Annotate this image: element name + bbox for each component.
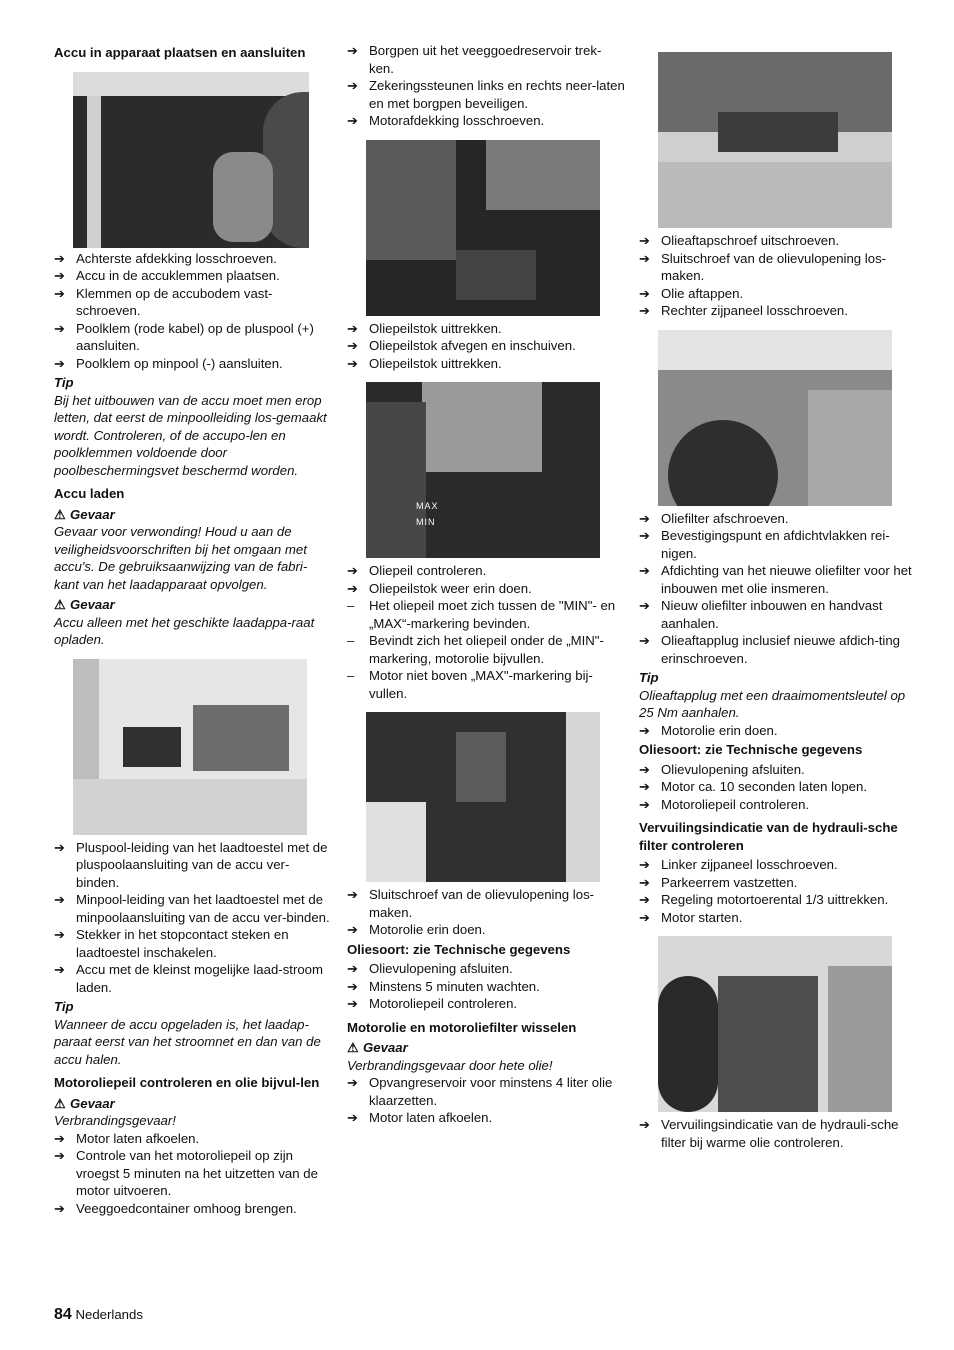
- step-text: Minstens 5 minuten wachten.: [369, 978, 540, 994]
- step-text: Sluitschroef van de olievulopening los-maken.: [369, 887, 595, 920]
- arrow-right-icon: ➔: [347, 887, 359, 902]
- step-item: [347, 995, 625, 1013]
- step-item: [54, 250, 332, 268]
- step-list: [347, 886, 625, 939]
- step-item: [639, 856, 915, 874]
- step-text: Motor laten afkoelen.: [369, 1110, 493, 1125]
- arrow-right-icon: ➔: [347, 922, 359, 937]
- step-text: Klemmen op de accubodem vast-schroeven.: [76, 285, 273, 318]
- tip-label: Tip: [54, 375, 74, 390]
- danger-text: Verbrandingsgevaar door hete olie!: [347, 1057, 553, 1073]
- step-text: Pluspool-leiding van het laadtoestel met de pluspoolaansluiting van de accu ver-binden.: [76, 839, 328, 890]
- step-item: [639, 796, 915, 814]
- photo-oil-filter: [658, 330, 892, 506]
- arrow-right-icon: ➔: [54, 1130, 66, 1146]
- arrow-right-icon: ➔: [54, 1148, 66, 1163]
- step-item: [639, 302, 915, 320]
- step-list: [347, 320, 625, 373]
- tip-text: Wanneer de accu opgeladen is, het laadap-paraat eerst van het stroomnet en dan van de accu halen.: [54, 1016, 321, 1067]
- step-text: Opvangreservoir voor minstens 4 liter olie klaarzetten.: [369, 1075, 613, 1108]
- arrow-right-icon: ➔: [639, 722, 651, 738]
- step-item: [54, 961, 332, 996]
- arrow-right-icon: ➔: [639, 857, 651, 872]
- step-item: [54, 1130, 332, 1148]
- arrow-right-icon: ➔: [54, 355, 66, 371]
- step-text: Accu in de accuklemmen plaatsen.: [76, 268, 280, 283]
- step-text: Olievulopening afsluiten.: [661, 761, 805, 777]
- note-text: Motor niet boven „MAX"-markering bij-vullen.: [369, 668, 593, 701]
- page-number: 84: [54, 1306, 72, 1323]
- step-text: Motor laten afkoelen.: [76, 1130, 200, 1146]
- arrow-right-icon: ➔: [54, 962, 66, 977]
- arrow-right-icon: ➔: [639, 874, 651, 890]
- step-text: Oliepeilstok uittrekken.: [369, 355, 502, 371]
- step-item: [54, 1147, 332, 1200]
- arrow-right-icon: ➔: [347, 355, 359, 371]
- step-item: [54, 926, 332, 961]
- step-text: Afdichting van het nieuwe oliefilter voor het inbouwen met olie insmeren.: [661, 563, 912, 596]
- step-item: [347, 960, 625, 978]
- arrow-right-icon: ➔: [54, 892, 66, 907]
- step-text: Zekeringssteunen links en rechts neer-laten en met borgpen beveiligen.: [369, 78, 625, 111]
- step-item: [639, 891, 915, 909]
- step-text: Borgpen uit het veeggoedreservoir trek-ken.: [369, 43, 602, 76]
- arrow-right-icon: ➔: [54, 839, 66, 855]
- step-item: [347, 112, 625, 130]
- section-heading: Motoroliepeil controleren en olie bijvul-len: [54, 1075, 320, 1090]
- arrow-right-icon: ➔: [347, 113, 359, 128]
- step-item: [639, 527, 915, 562]
- step-text: Sluitschroef van de olievulopening los-maken.: [661, 250, 887, 283]
- step-text: Parkeerrem vastzetten.: [661, 874, 798, 890]
- step-item: [54, 355, 332, 373]
- step-text: Motor ca. 10 seconden laten lopen.: [661, 779, 868, 794]
- step-item: [639, 909, 915, 927]
- step-text: Controle van het motoroliepeil op zijn vroegst 5 minuten na het uitzetten van de motor uitvoeren.: [76, 1148, 318, 1198]
- step-text: Achterste afdekking losschroeven.: [76, 250, 277, 266]
- dash-bullet: –: [347, 598, 355, 613]
- step-text: Regeling motortoerental 1/3 uittrekken.: [661, 892, 889, 907]
- step-item: [639, 722, 915, 740]
- step-item: [639, 510, 915, 528]
- step-list: [639, 510, 915, 668]
- step-text: Motorafdekking losschroeven.: [369, 113, 545, 128]
- step-item: [347, 1074, 625, 1109]
- dipstick-min-label: MIN: [416, 517, 436, 527]
- arrow-right-icon: ➔: [54, 1200, 66, 1216]
- step-list: [347, 1074, 625, 1127]
- step-text: Bevestigingspunt en afdichtvlakken rei-nigen.: [661, 528, 890, 561]
- step-item: [639, 632, 915, 667]
- step-list: [347, 562, 625, 597]
- note-item: [347, 597, 625, 632]
- step-item: [347, 77, 625, 112]
- page-footer: [54, 1306, 143, 1324]
- note-item: [347, 632, 625, 667]
- arrow-right-icon: ➔: [639, 528, 651, 543]
- step-text: Poolklem (rode kabel) op de pluspool (+) aansluiten.: [76, 320, 314, 353]
- note-text: Bevindt zich het oliepeil onder de „MIN"-markering, motorolie bijvullen.: [369, 633, 604, 666]
- step-text: Olievulopening afsluiten.: [369, 961, 513, 976]
- arrow-right-icon: ➔: [639, 909, 651, 925]
- step-item: [347, 580, 625, 598]
- arrow-right-icon: ➔: [54, 250, 66, 266]
- step-text: Oliepeilstok weer erin doen.: [369, 580, 532, 596]
- arrow-right-icon: ➔: [347, 43, 359, 58]
- danger-label: ⚠ Gevaar: [54, 506, 115, 522]
- step-text: Oliefilter afschroeven.: [661, 510, 789, 526]
- section-heading: Accu laden: [54, 486, 125, 501]
- step-text: Oliepeilstok afvegen en inschuiven.: [369, 338, 576, 353]
- step-list: [639, 1116, 915, 1151]
- step-text: Motoroliepeil controleren.: [661, 796, 810, 812]
- step-item: [347, 978, 625, 996]
- step-item: [347, 320, 625, 338]
- arrow-right-icon: ➔: [639, 233, 651, 248]
- photo-dipstick: [366, 382, 600, 558]
- step-item: [347, 886, 625, 921]
- step-list: [54, 1130, 332, 1218]
- step-item: [54, 1200, 332, 1218]
- step-text: Motorolie erin doen.: [369, 922, 486, 937]
- dash-bullet: –: [347, 633, 355, 648]
- dash-bullet: –: [347, 668, 355, 683]
- step-item: [54, 285, 332, 320]
- photo-oil-drain: [658, 52, 892, 228]
- section-heading: Vervuilingsindicatie van de hydrauli-sche filter controleren: [639, 820, 898, 853]
- warning-triangle-icon: ⚠: [54, 506, 66, 522]
- step-item: [639, 1116, 915, 1151]
- arrow-right-icon: ➔: [347, 320, 359, 336]
- danger-label: ⚠ Gevaar: [54, 597, 115, 612]
- step-item: [639, 597, 915, 632]
- step-list: [639, 856, 915, 926]
- arrow-right-icon: ➔: [347, 563, 359, 578]
- oil-type-heading: Oliesoort: zie Technische gegevens: [347, 941, 571, 957]
- arrow-right-icon: ➔: [54, 285, 66, 301]
- photo-battery-charger: [73, 659, 307, 835]
- step-text: Vervuilingsindicatie van de hydrauli-sche filter bij warme olie controleren.: [661, 1117, 899, 1150]
- step-list: [639, 232, 915, 320]
- step-list: [347, 42, 625, 130]
- step-text: Nieuw oliefilter inbouwen en handvast aanhalen.: [661, 598, 883, 631]
- step-item: [347, 562, 625, 580]
- arrow-right-icon: ➔: [639, 796, 651, 812]
- photo-hydraulic-filter: [658, 936, 892, 1112]
- step-item: [639, 232, 915, 250]
- arrow-right-icon: ➔: [639, 892, 651, 907]
- step-item: [639, 874, 915, 892]
- note-item: [347, 667, 625, 702]
- arrow-right-icon: ➔: [347, 1110, 359, 1125]
- arrow-right-icon: ➔: [639, 563, 651, 578]
- step-text: Oliepeilstok uittrekken.: [369, 320, 502, 336]
- arrow-right-icon: ➔: [639, 510, 651, 526]
- step-text: Poolklem op minpool (-) aansluiten.: [76, 355, 283, 371]
- arrow-right-icon: ➔: [54, 320, 66, 336]
- column-3: [639, 42, 915, 1151]
- arrow-right-icon: ➔: [347, 978, 359, 994]
- warning-triangle-icon: ⚠: [54, 597, 66, 612]
- arrow-right-icon: ➔: [639, 303, 651, 318]
- step-item: [347, 337, 625, 355]
- step-item: [347, 1109, 625, 1127]
- column-1: [54, 42, 332, 1217]
- footer-language: Nederlands: [75, 1307, 143, 1322]
- dipstick-max-label: MAX: [416, 501, 439, 511]
- step-text: Motor starten.: [661, 909, 743, 925]
- step-item: [54, 267, 332, 285]
- arrow-right-icon: ➔: [639, 250, 651, 266]
- section-heading: Accu in apparaat plaatsen en aansluiten: [54, 45, 306, 60]
- tip-text: Olieaftapplug met een draaimomentsleutel op 25 Nm aanhalen.: [639, 687, 906, 720]
- step-text: Linker zijpaneel losschroeven.: [661, 857, 838, 872]
- step-text: Motoroliepeil controleren.: [369, 996, 518, 1011]
- oil-type-heading: Oliesoort: zie Technische gegevens: [639, 742, 863, 757]
- photo-battery-install: [73, 72, 309, 248]
- warning-triangle-icon: ⚠: [54, 1095, 66, 1111]
- arrow-right-icon: ➔: [347, 338, 359, 353]
- step-item: [639, 285, 915, 303]
- danger-text: Accu alleen met het geschikte laadappa-raat opladen.: [54, 614, 315, 647]
- column-2: [347, 42, 625, 1127]
- step-list: [54, 250, 332, 373]
- arrow-right-icon: ➔: [347, 961, 359, 976]
- step-list: [639, 761, 915, 814]
- step-item: [54, 320, 332, 355]
- step-item: [639, 761, 915, 779]
- step-text: Olie aftappen.: [661, 285, 744, 301]
- step-list: [639, 722, 915, 740]
- arrow-right-icon: ➔: [347, 78, 359, 93]
- step-text: Minpool-leiding van het laadtoestel met de minpoolaansluiting van de accu ver-binden.: [76, 892, 330, 925]
- danger-text: Verbrandingsgevaar!: [54, 1113, 176, 1128]
- note-text: Het oliepeil moet zich tussen de "MIN"- en „MAX“-markering bevinden.: [369, 598, 616, 631]
- step-item: [347, 42, 625, 77]
- step-list: [347, 960, 625, 1013]
- note-list: [347, 597, 625, 702]
- arrow-right-icon: ➔: [639, 285, 651, 301]
- step-text: Stekker in het stopcontact steken en laadtoestel inschakelen.: [76, 927, 289, 960]
- danger-text: Gevaar voor verwonding! Houd u aan de veiligheidsvoorschriften bij het omgaan met accu's. De gebruiksaanwijzing van de fabri-kant van het laadapparaat opvolgen.: [54, 524, 308, 592]
- step-item: [639, 562, 915, 597]
- arrow-right-icon: ➔: [54, 268, 66, 283]
- step-text: Accu met de kleinst mogelijke laad-stroom laden.: [76, 962, 324, 995]
- danger-label: ⚠ Gevaar: [54, 1095, 115, 1111]
- step-item: [639, 250, 915, 285]
- tip-text: Bij het uitbouwen van de accu moet men erop letten, dat eerst de minpoolleiding los-gemaakt wordt. Controleren, of de accupo-len en poolklemmen voldoende door poolbeschermingsvet beschermd worden.: [54, 392, 327, 478]
- step-item: [54, 839, 332, 892]
- step-list: [54, 839, 332, 997]
- step-text: Rechter zijpaneel losschroeven.: [661, 303, 848, 318]
- step-text: Oliepeil controleren.: [369, 563, 487, 578]
- step-text: Motorolie erin doen.: [661, 722, 778, 738]
- step-item: [347, 355, 625, 373]
- photo-engine-cover: [366, 140, 600, 316]
- danger-label: ⚠ Gevaar: [347, 1040, 408, 1055]
- step-item: [347, 921, 625, 939]
- arrow-right-icon: ➔: [639, 598, 651, 613]
- arrow-right-icon: ➔: [639, 761, 651, 777]
- arrow-right-icon: ➔: [347, 580, 359, 596]
- photo-oil-fill: [366, 712, 600, 882]
- arrow-right-icon: ➔: [639, 779, 651, 794]
- warning-triangle-icon: ⚠: [347, 1040, 359, 1055]
- arrow-right-icon: ➔: [639, 1117, 651, 1132]
- step-text: Olieaftapplug inclusief nieuwe afdich-ting erinschroeven.: [661, 633, 900, 666]
- tip-label: Tip: [54, 999, 74, 1014]
- arrow-right-icon: ➔: [347, 996, 359, 1011]
- arrow-right-icon: ➔: [639, 633, 651, 648]
- step-text: Olieaftapschroef uitschroeven.: [661, 233, 840, 248]
- step-item: [54, 891, 332, 926]
- step-text: Veeggoedcontainer omhoog brengen.: [76, 1200, 297, 1216]
- arrow-right-icon: ➔: [54, 927, 66, 942]
- step-item: [639, 778, 915, 796]
- tip-label: Tip: [639, 670, 659, 685]
- section-heading: Motorolie en motoroliefilter wisselen: [347, 1019, 577, 1035]
- arrow-right-icon: ➔: [347, 1075, 359, 1090]
